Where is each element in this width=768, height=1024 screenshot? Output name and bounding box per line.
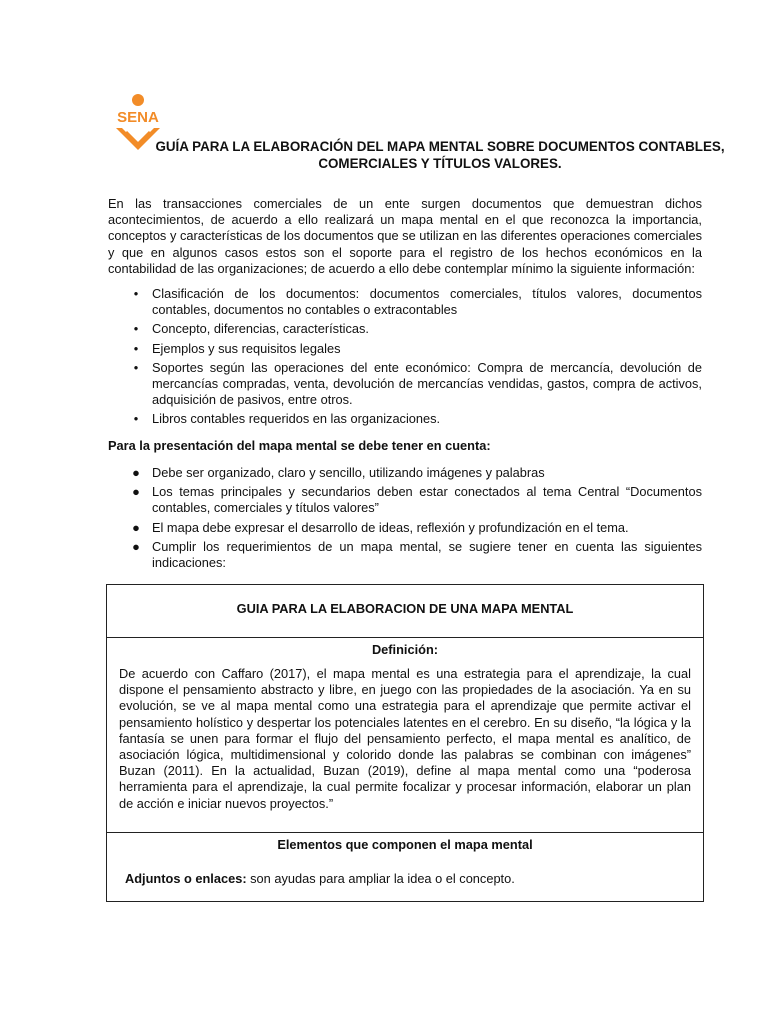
list-item-text: Concepto, diferencias, características.: [152, 321, 369, 337]
presentation-subheading: Para la presentación del mapa mental se debe tener en cuenta:: [108, 438, 491, 453]
elements-description: son ayudas para ampliar la idea o el concepto.: [246, 871, 515, 886]
list-item: [108, 341, 702, 357]
bullet-icon: ●: [132, 519, 140, 535]
list-item: [108, 484, 702, 516]
list-item-text: Los temas principales y secundarios deben estar conectados al tema Central “Documentos contables, comerciales y títulos valores”: [152, 484, 702, 516]
page-title-line2: COMERCIALES Y TÍTULOS VALORES.: [318, 156, 562, 171]
list-item: [108, 539, 702, 571]
list-item: [108, 465, 702, 481]
intro-paragraph: En las transacciones comerciales de un ente surgen documentos que demuestran dichos acontecimientos, de acuerdo a ello realizará un mapa mental en el que reconozca la importancia, conceptos y características de los documentos que se utilizan en las diferentes operaciones comerciales y que en algunos casos estos son el soporte para el registro de los hechos económicos en la contabilidad de las organizaciones; de acuerdo a ello debe contemplar mínimo la siguiente información:: [108, 196, 702, 276]
list-item: [108, 520, 702, 536]
elements-heading: Elementos que componen el mapa mental: [277, 837, 533, 852]
bullet-icon: ●: [132, 484, 140, 500]
definition-heading: Definición:: [371, 642, 439, 657]
table-row: [107, 585, 703, 638]
list-item-text: Debe ser organizado, claro y sencillo, utilizando imágenes y palabras: [152, 465, 545, 480]
list-item-text: Clasificación de los documentos: documentos comerciales, títulos valores, documentos contables, documentos no contables o extracontables: [152, 286, 702, 318]
info-list: [108, 286, 702, 431]
presentation-list: [108, 465, 702, 574]
list-item: [108, 411, 702, 427]
list-item: [108, 360, 702, 409]
guide-table: [106, 584, 704, 902]
definition-text: De acuerdo con Caffaro (2017), el mapa mental es una estrategia para el aprendizaje, la cual dispone el pensamiento abstracto y libre, en juego con las propiedades de la asociación. Ya en su evolución, se ve al mapa mental como una estrategia para el aprendizaje que permite activar el pensamiento holístico y despertar los potenciales latentes en el cerebro. En su diseño, “la lógica y la fantasía se unen para formar el flujo del pensamiento perfecto, el mapa mental es analítico, de asociación lógica, multidimensional y colorido donde las palabras se combinan con imágenes” Buzan (2011). En la actualidad, Buzan (2019), define al mapa mental como una “poderosa herramienta para el aprendizaje, la cual permite focalizar y procesar información, elaborar un plan de acción e iniciar nuevos proyectos.”: [119, 666, 691, 811]
bullet-icon: •: [133, 340, 139, 356]
elements-text: [125, 871, 515, 886]
bullet-icon: •: [133, 321, 139, 337]
list-item-text: Soportes según las operaciones del ente económico: Compra de mercancía, devolución de mercancías compradas, venta, devolución de mercancías vendidas, gastos, compra de activos, adquisición de pasivos, entre otros.: [152, 359, 702, 408]
list-item-text: Cumplir los requerimientos de un mapa mental, se sugiere tener en cuenta las siguientes indicaciones:: [152, 538, 702, 571]
bullet-icon: ●: [132, 538, 140, 554]
list-item-text: Libros contables requeridos en las organizaciones.: [152, 411, 441, 427]
list-item: [108, 286, 702, 318]
bullet-icon: •: [133, 359, 139, 375]
bullet-icon: ●: [132, 465, 140, 480]
bullet-icon: •: [133, 286, 139, 301]
elements-label: Adjuntos o enlaces:: [125, 871, 247, 886]
sena-logo-text: SENA: [117, 109, 159, 126]
list-item: [108, 321, 702, 337]
page-title: [150, 138, 730, 172]
table-row: [107, 833, 703, 901]
list-item-text: El mapa debe expresar el desarrollo de ideas, reflexión y profundización en el tema.: [152, 519, 629, 535]
table-title: GUIA PARA LA ELABORACION DE UNA MAPA MENTAL: [236, 601, 574, 616]
table-row: [107, 638, 703, 833]
page-title-line1: GUÍA PARA LA ELABORACIÓN DEL MAPA MENTAL SOBRE DOCUMENTOS CONTABLES,: [155, 139, 725, 154]
list-item-text: Ejemplos y sus requisitos legales: [152, 340, 341, 356]
bullet-icon: •: [133, 411, 139, 427]
